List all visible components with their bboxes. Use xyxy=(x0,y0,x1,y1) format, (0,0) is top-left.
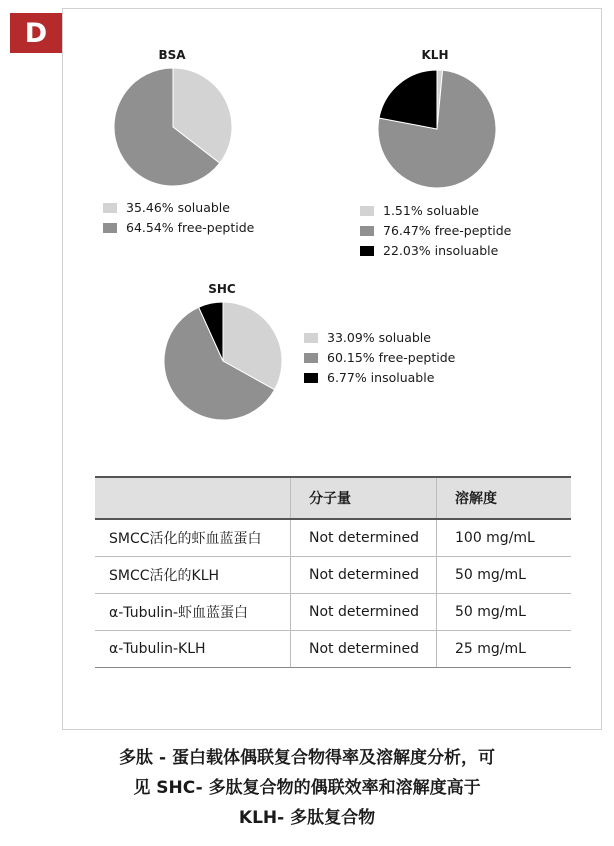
table-cell: Not determined xyxy=(291,594,437,631)
table-cell: α-Tubulin-虾血蓝蛋白 xyxy=(95,594,291,631)
table-cell: 50 mg/mL xyxy=(437,594,572,631)
caption-line: 多肽 - 蛋白载体偶联复合物得率及溶解度分析，可 xyxy=(119,748,495,768)
legend-label: 64.54% free-peptide xyxy=(126,220,255,235)
legend-swatch xyxy=(103,223,117,233)
shc-pie-chart xyxy=(164,302,282,420)
bsa-chart-title: BSA xyxy=(158,48,186,62)
table-cell: SMCC活化的KLH xyxy=(95,557,291,594)
table-cell: SMCC活化的虾血蓝蛋白 xyxy=(95,519,291,557)
shc-legend xyxy=(304,328,455,388)
bsa-pie-chart xyxy=(114,68,232,186)
table-row xyxy=(95,557,571,594)
legend-label: 76.47% free-peptide xyxy=(383,223,512,238)
legend-swatch xyxy=(360,226,374,236)
legend-item xyxy=(103,198,254,218)
legend-item xyxy=(304,348,455,368)
legend-swatch xyxy=(304,333,318,343)
legend-swatch xyxy=(304,353,318,363)
table-cell: Not determined xyxy=(291,519,437,557)
legend-label: 33.09% soluable xyxy=(327,330,431,345)
caption-line: 见 SHC- 多肽复合物的偶联效率和溶解度高于 xyxy=(133,778,481,798)
table-cell: α-Tubulin-KLH xyxy=(95,631,291,668)
legend-label: 60.15% free-peptide xyxy=(327,350,456,365)
legend-item xyxy=(360,241,511,261)
legend-item xyxy=(304,368,455,388)
solubility-table xyxy=(95,476,571,668)
klh-chart-title: KLH xyxy=(421,48,449,62)
table-cell: 50 mg/mL xyxy=(437,557,572,594)
legend-label: 22.03% insoluable xyxy=(383,243,499,258)
table-header-cell: 溶解度 xyxy=(437,477,572,519)
caption-line: KLH- 多肽复合物 xyxy=(238,808,376,828)
klh-pie-chart xyxy=(378,70,496,188)
table-row xyxy=(95,519,571,557)
table-header-row xyxy=(95,477,571,519)
table-cell: 100 mg/mL xyxy=(437,519,572,557)
figure-caption xyxy=(0,743,614,833)
legend-item xyxy=(360,201,511,221)
table-cell: Not determined xyxy=(291,557,437,594)
table-row xyxy=(95,594,571,631)
legend-swatch xyxy=(360,246,374,256)
legend-label: 6.77% insoluable xyxy=(327,370,435,385)
legend-label: 1.51% soluable xyxy=(383,203,479,218)
table-header-cell xyxy=(95,477,291,519)
legend-label: 35.46% soluable xyxy=(126,200,230,215)
shc-chart-title: SHC xyxy=(208,282,236,296)
bsa-legend xyxy=(103,198,254,238)
table-row xyxy=(95,631,571,668)
pie-slice-insoluable xyxy=(379,70,437,129)
legend-item xyxy=(304,328,455,348)
table-header-cell: 分子量 xyxy=(291,477,437,519)
legend-swatch xyxy=(360,206,374,216)
table-cell: Not determined xyxy=(291,631,437,668)
legend-swatch xyxy=(103,203,117,213)
legend-item xyxy=(360,221,511,241)
table-cell: 25 mg/mL xyxy=(437,631,572,668)
panel-label: D xyxy=(10,13,62,53)
legend-item xyxy=(103,218,254,238)
legend-swatch xyxy=(304,373,318,383)
klh-legend xyxy=(360,201,511,261)
